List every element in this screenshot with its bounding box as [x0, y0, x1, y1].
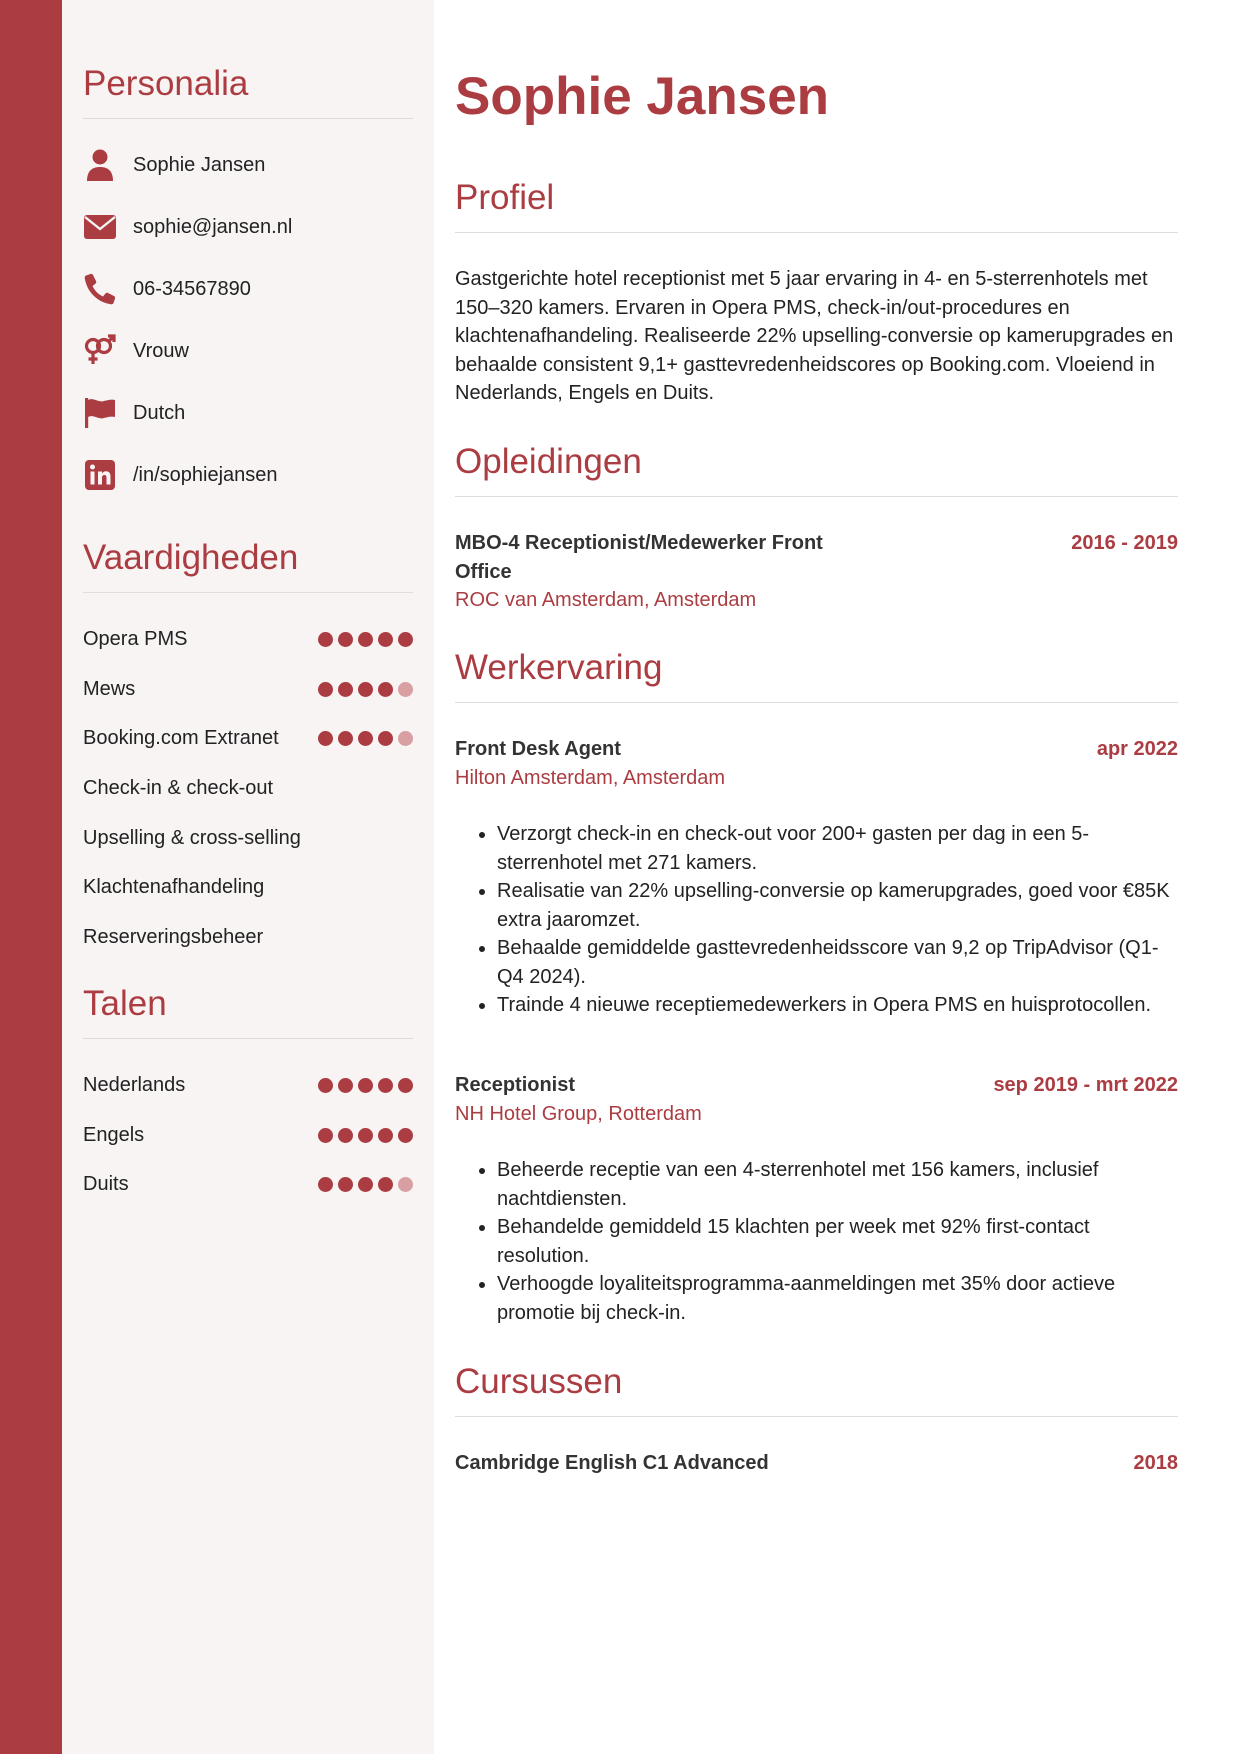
- skill-label: Reserveringsbeheer: [83, 925, 264, 948]
- rating-dot-filled: [358, 1177, 373, 1192]
- courses-title: Cursussen: [455, 1362, 1178, 1417]
- rating-dot-filled: [318, 682, 333, 697]
- rating-dot-filled: [358, 632, 373, 647]
- skills-list: [83, 615, 413, 962]
- experience-title: Werkervaring: [455, 648, 1178, 703]
- rating-dot-filled: [318, 731, 333, 746]
- language-item: [83, 1111, 413, 1161]
- skill-item: [83, 863, 413, 913]
- skill-label: Upselling & cross-selling: [83, 826, 301, 849]
- candidate-name: Sophie Jansen: [455, 67, 830, 126]
- gender-icon: [83, 334, 117, 368]
- contact-text: 06-34567890: [133, 277, 251, 300]
- envelope-icon: [83, 210, 117, 244]
- skill-item: [83, 714, 413, 764]
- rating-dot-filled: [318, 1177, 333, 1192]
- languages-list: [83, 1061, 413, 1210]
- skill-label: Booking.com Extranet: [83, 727, 279, 750]
- skill-rating: [318, 731, 413, 746]
- rating-dot-filled: [378, 682, 393, 697]
- phone-icon: [83, 272, 117, 306]
- skill-item: [83, 615, 413, 665]
- skill-item: [83, 764, 413, 814]
- contact-list: [83, 134, 413, 506]
- language-label: Nederlands: [83, 1074, 186, 1097]
- language-item: [83, 1160, 413, 1210]
- rating-dot-filled: [338, 1177, 353, 1192]
- rating-dot-filled: [378, 1128, 393, 1143]
- rating-dot-filled: [318, 632, 333, 647]
- skill-label: Opera PMS: [83, 628, 188, 651]
- job-date: apr 2022: [1096, 738, 1178, 760]
- language-label: Duits: [83, 1173, 129, 1196]
- rating-dot-empty: [398, 1177, 413, 1192]
- rating-dot-filled: [398, 632, 413, 647]
- rating-dot-filled: [378, 731, 393, 746]
- person-icon: [83, 148, 117, 182]
- course-name: Cambridge English C1 Advanced: [455, 1452, 769, 1474]
- job-bullet: • Behandelde gemiddeld 15 klachten per week met 92% first-contact resolution.: [497, 1213, 1178, 1270]
- profile-text: Gastgerichte hotel receptionist met 5 jaar ervaring in 4- en 5-sterrenhotels met 150–320 kamers. Ervaren in Opera PMS, check-in/out-procedures en klachtenafhandeling. Realiseerde 22% upselling-conversie op kamerupgrades en behaalde consistent 9,1+ gasttevredenheidscores op Booking.com. Vloeiend in Nederlands, Engels en Duits.: [455, 268, 1174, 404]
- contact-phone[interactable]: [83, 258, 413, 320]
- rating-dot-filled: [358, 731, 373, 746]
- skill-label: Mews: [83, 677, 136, 700]
- job-role: Front Desk Agent: [455, 738, 621, 760]
- rating-dot-empty: [398, 731, 413, 746]
- rating-dot-filled: [378, 1078, 393, 1093]
- education-date: 2016 - 2019: [1071, 532, 1178, 554]
- rating-dot-filled: [318, 1078, 333, 1093]
- contact-linkedin[interactable]: [83, 444, 413, 506]
- sidebar: [62, 0, 434, 1754]
- rating-dot-filled: [358, 1078, 373, 1093]
- rating-dot-filled: [338, 682, 353, 697]
- contact-name: [83, 134, 413, 196]
- contact-text: /in/sophiejansen: [133, 463, 278, 486]
- contact-nationality: [83, 382, 413, 444]
- linkedin-icon: [83, 458, 117, 492]
- skill-item: [83, 813, 413, 863]
- language-item: [83, 1061, 413, 1111]
- profile-title: Profiel: [455, 178, 1178, 233]
- rating-dot-empty: [398, 682, 413, 697]
- job-company: NH Hotel Group, Rotterdam: [455, 1102, 702, 1125]
- skills-title: Vaardigheden: [83, 538, 413, 593]
- education-entry: [455, 529, 1178, 615]
- job-date: sep 2019 - mrt 2022: [993, 1074, 1178, 1096]
- job-bullets: [455, 820, 1178, 1020]
- rating-dot-filled: [338, 1128, 353, 1143]
- rating-dot-filled: [358, 682, 373, 697]
- job-bullet: • Verhoogde loyaliteitsprogramma-aanmeldingen met 35% door actieve promotie bij check-in.: [497, 1270, 1178, 1327]
- contact-gender: [83, 320, 413, 382]
- contact-text: Sophie Jansen: [133, 153, 266, 176]
- language-rating: [318, 1128, 413, 1143]
- job-entry: [455, 735, 1178, 1020]
- languages-title: Talen: [83, 984, 413, 1039]
- contact-text: Vrouw: [133, 339, 189, 362]
- education-school: ROC van Amsterdam, Amsterdam: [455, 589, 757, 611]
- job-company: Hilton Amsterdam, Amsterdam: [455, 766, 726, 789]
- contact-text: Dutch: [133, 401, 186, 424]
- rating-dot-filled: [398, 1078, 413, 1093]
- rating-dot-filled: [338, 1078, 353, 1093]
- course-date: 2018: [1133, 1452, 1178, 1474]
- accent-stripe: [0, 0, 62, 1754]
- skill-item: [83, 665, 413, 715]
- job-bullets: [455, 1156, 1178, 1327]
- skill-item: [83, 913, 413, 963]
- skill-label: Check-in & check-out: [83, 777, 274, 800]
- rating-dot-filled: [358, 1128, 373, 1143]
- flag-icon: [83, 396, 117, 430]
- rating-dot-filled: [378, 632, 393, 647]
- job-entry: [455, 1071, 1178, 1327]
- job-bullet: • Trainde 4 nieuwe receptiemedewerkers in Opera PMS en huisprotocollen.: [497, 991, 1178, 1020]
- education-title: Opleidingen: [455, 442, 1178, 497]
- rating-dot-filled: [318, 1128, 333, 1143]
- job-bullet: • Beheerde receptie van een 4-sterrenhotel met 156 kamers, inclusief nachtdiensten.: [497, 1156, 1178, 1213]
- rating-dot-filled: [338, 632, 353, 647]
- contact-text: sophie@jansen.nl: [133, 215, 293, 238]
- skill-rating: [318, 682, 413, 697]
- job-bullet: • Behaalde gemiddelde gasttevredenheidsscore van 9,2 op TripAdvisor (Q1-Q4 2024).: [497, 934, 1178, 991]
- job-bullet: • Verzorgt check-in en check-out voor 200+ gasten per dag in een 5-sterrenhotel met 271 kamers.: [497, 820, 1178, 877]
- job-bullet: • Realisatie van 22% upselling-conversie op kamerupgrades, goed voor €85K extra jaaromzet.: [497, 877, 1178, 934]
- course-entry: [455, 1449, 1178, 1478]
- rating-dot-filled: [338, 731, 353, 746]
- education-degree: MBO-4 Receptionist/Medewerker Front Office: [455, 532, 823, 583]
- contact-email[interactable]: [83, 196, 413, 258]
- language-rating: [318, 1078, 413, 1093]
- skill-label: Klachtenafhandeling: [83, 876, 265, 899]
- personalia-title: Personalia: [83, 64, 413, 119]
- language-rating: [318, 1177, 413, 1192]
- rating-dot-filled: [378, 1177, 393, 1192]
- skill-rating: [318, 632, 413, 647]
- language-label: Engels: [83, 1123, 145, 1146]
- rating-dot-filled: [398, 1128, 413, 1143]
- job-role: Receptionist: [455, 1074, 576, 1096]
